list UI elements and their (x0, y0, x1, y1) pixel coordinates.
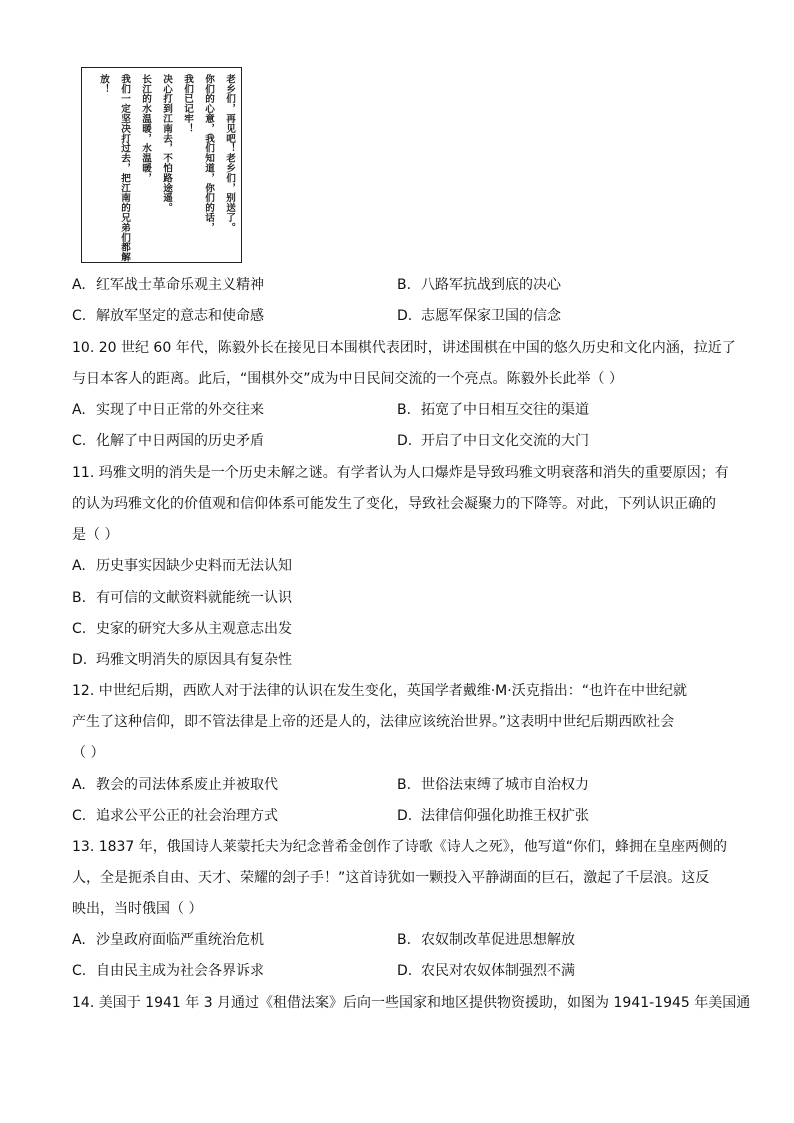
q10-option-a: A. 实现了中日正常的外交往来 (72, 402, 264, 418)
lyrics-column: 你们的心意，我们知道，你们的话， (203, 74, 214, 233)
q12-option-c: C. 追求公平公正的社会治理方式 (72, 808, 278, 824)
q11-option-a: A. 历史事实因缺少史料而无法认知 (72, 558, 292, 574)
q12-stem-line: （ ） (72, 745, 105, 761)
q11-option-d: D. 玛雅文明消失的原因具有复杂性 (72, 652, 292, 668)
q13-option-d: D. 农民对农奴体制强烈不满 (397, 963, 575, 979)
q9-option-d: D. 志愿军保家卫国的信念 (397, 308, 561, 324)
q10-stem-line: 与日本客人的距离。此后，“围棋外交”成为中日民间交流的一个亮点。陈毅外长此举（ ） (72, 371, 623, 387)
q13-option-c: C. 自由民主成为社会各界诉求 (72, 963, 264, 979)
lyrics-column: 长江的水温暖，水温暖， (140, 74, 151, 183)
lyrics-column: 老乡们，再见吧！老乡们，别送了。 (224, 74, 235, 233)
q13-stem-line: 人，全是扼杀自由、天才、荣耀的刽子手！”这首诗犹如一颗投入平静湖面的巨石，激起了千层浪。这反 (72, 870, 710, 886)
q10-option-b: B. 拓宽了中日相互交往的渠道 (397, 402, 589, 418)
q12-option-a: A. 教会的司法体系废止并被取代 (72, 777, 278, 793)
q11-stem-line: 11. 玛雅文明的消失是一个历史未解之谜。有学者认为人口爆炸是导致玛雅文明衰落和消失的重要原因；有 (72, 465, 729, 481)
q13-option-a: A. 沙皇政府面临严重统治危机 (72, 932, 264, 948)
q9-option-a: A. 红军战士革命乐观主义精神 (72, 277, 264, 293)
q13-option-b: B. 农奴制改革促进思想解放 (397, 932, 575, 948)
q9-option-c: C. 解放军坚定的意志和使命感 (72, 308, 264, 324)
q12-option-b: B. 世俗法束缚了城市自治权力 (397, 777, 589, 793)
lyrics-column: 我们一定坚决打过去，把江南的兄弟们都解 (119, 74, 130, 263)
song-lyrics-image (81, 67, 242, 263)
q12-stem-line: 产生了这种信仰，即不管法律是上帝的还是人的，法律应该统治世界。”这表明中世纪后期西欧社会 (72, 714, 675, 730)
q9-option-b: B. 八路军抗战到底的决心 (397, 277, 561, 293)
q11-option-b: B. 有可信的文献资料就能统一认识 (72, 590, 292, 606)
lyrics-column: 放！ (98, 74, 109, 94)
q12-stem-line: 12. 中世纪后期，西欧人对于法律的认识在发生变化，英国学者戴维·M·沃克指出：“也许在中世纪就 (72, 683, 687, 699)
q13-stem-line: 13. 1837 年，俄国诗人莱蒙托夫为纪念普希金创作了诗歌《诗人之死》，他写道“你们，蜂拥在皇座两侧的 (72, 839, 728, 855)
lyrics-column: 我们已记牢！ (182, 74, 193, 134)
q10-option-d: D. 开启了中日文化交流的大门 (397, 433, 589, 449)
q11-stem-line: 是（ ） (72, 527, 119, 543)
q11-option-c: C. 史家的研究大多从主观意志出发 (72, 621, 292, 637)
q11-stem-line: 的认为玛雅文化的价值观和信仰体系可能发生了变化，导致社会凝聚力的下降等。对此，下列认识正确的 (72, 496, 716, 512)
q14-stem-line: 14. 美国于 1941 年 3 月通过《租借法案》后向一些国家和地区提供物资援助，如图为 1941-1945 年美国通 (72, 995, 751, 1011)
q10-option-c: C. 化解了中日两国的历史矛盾 (72, 433, 264, 449)
q10-stem-line: 10. 20 世纪 60 年代，陈毅外长在接见日本围棋代表团时，讲述围棋在中国的悠久历史和文化内涵，拉近了 (72, 340, 736, 356)
q13-stem-line: 映出，当时俄国（ ） (72, 901, 203, 917)
lyrics-column: 决心打到江南去，不怕路途遥。 (161, 74, 172, 213)
q12-option-d: D. 法律信仰强化助推王权扩张 (397, 808, 589, 824)
